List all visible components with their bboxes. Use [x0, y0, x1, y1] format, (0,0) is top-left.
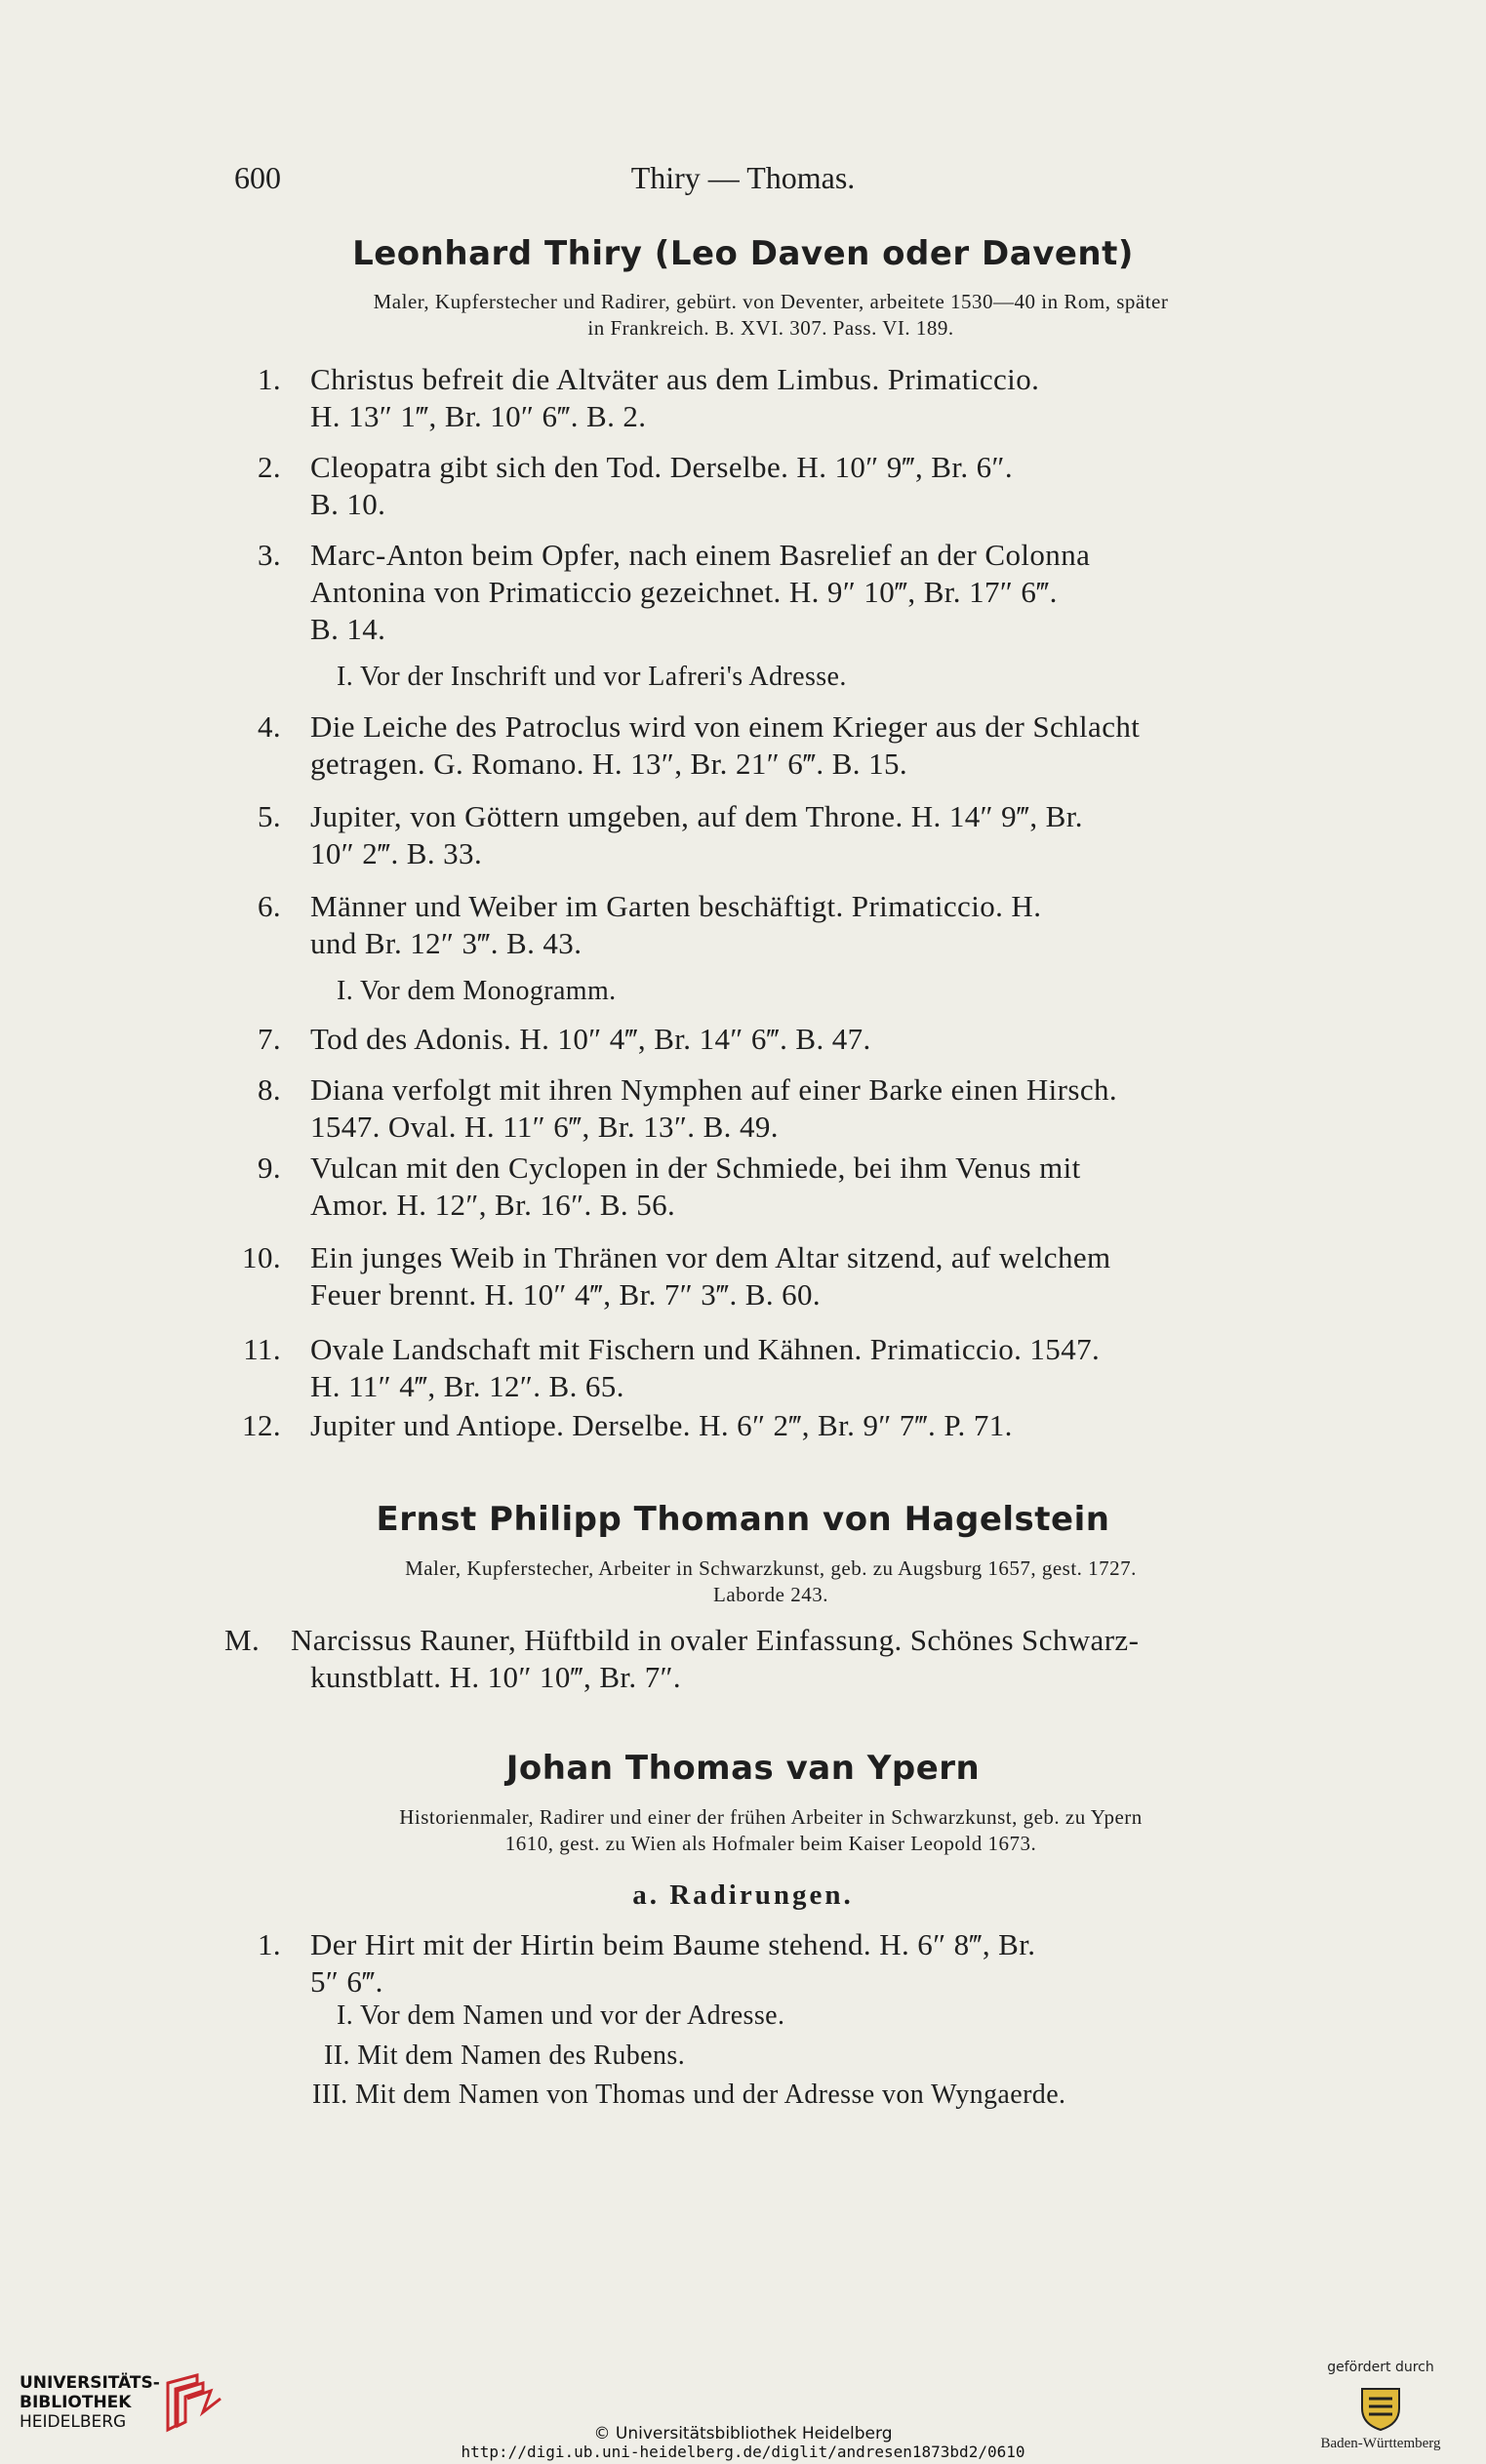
- entry-number: 10.: [242, 1240, 281, 1274]
- subheading-radirungen: a. Radirungen.: [632, 1879, 854, 1911]
- library-line: HEIDELBERG: [20, 2412, 127, 2432]
- state-note: II. Mit dem Namen des Rubens.: [324, 2040, 686, 2071]
- entry-line: Jupiter und Antiope. Derselbe. H. 6″ 2‴, Br. 9″ 7‴. P. 71.: [310, 1408, 1013, 1442]
- entry-text: [310, 537, 1335, 648]
- entry-number: 12.: [242, 1408, 281, 1442]
- entry-text: [310, 1150, 1335, 1224]
- state-note: I. Vor dem Namen und vor der Adresse.: [337, 2000, 785, 2031]
- entry-line: Cleopatra gibt sich den Tod. Derselbe. H. 10″ 9‴, Br. 6″.: [310, 450, 1014, 484]
- entry-number: 4.: [257, 709, 281, 744]
- entry-number: 2.: [257, 450, 281, 484]
- entry-text: [310, 798, 1335, 872]
- entry-number: 1.: [257, 362, 281, 396]
- entry-line: H. 11″ 4‴, Br. 12″. B. 65.: [310, 1369, 624, 1403]
- library-line: BIBLIOTHEK: [20, 2393, 132, 2412]
- bio-line: in Frankreich. B. XVI. 307. Pass. VI. 189.: [587, 316, 954, 340]
- library-name: [20, 2373, 160, 2432]
- entry-line: 10″ 2‴. B. 33.: [310, 836, 483, 870]
- entry-text: [310, 1071, 1335, 1146]
- entry-line: Jupiter, von Göttern umgeben, auf dem Throne. H. 14″ 9‴, Br.: [310, 799, 1083, 833]
- sponsor-label: gefördert durch: [1327, 2360, 1434, 2375]
- entry-line: Feuer brennt. H. 10″ 4‴, Br. 7″ 3‴. B. 60.: [310, 1277, 822, 1312]
- bio-line: Maler, Kupferstecher, Arbeiter in Schwarzkunst, geb. zu Augsburg 1657, gest. 1727.: [405, 1556, 1137, 1580]
- entry-line: 1547. Oval. H. 11″ 6‴, Br. 13″. B. 49.: [310, 1110, 779, 1144]
- entry-number: 5.: [257, 799, 281, 833]
- state-note: III. Mit dem Namen von Thomas und der Adresse von Wyngaerde.: [312, 2080, 1066, 2110]
- running-head: [0, 160, 1486, 203]
- source-url[interactable]: http://digi.ub.uni-heidelberg.de/diglit/andresen1873bd2/0610: [461, 2443, 1025, 2461]
- entry-line: Männer und Weiber im Garten beschäftigt. Primaticcio. H.: [310, 889, 1042, 923]
- entry-line: B. 14.: [310, 612, 386, 646]
- entry-line: Amor. H. 12″, Br. 16″. B. 56.: [310, 1188, 676, 1222]
- section-title-ypern: Johan Thomas van Ypern: [505, 1749, 981, 1788]
- entry-number: 11.: [243, 1332, 281, 1366]
- entry-text: [310, 1239, 1335, 1313]
- entry-line: Die Leiche des Patroclus wird von einem Krieger aus der Schlacht: [310, 709, 1141, 744]
- entry-line: Antonina von Primaticcio gezeichnet. H. 9″ 10‴, Br. 17″ 6‴.: [310, 575, 1058, 609]
- bio-thomann: [224, 1555, 1317, 1608]
- entry-number: 7.: [257, 1022, 281, 1056]
- bio-line: Historienmaler, Radirer und einer der frühen Arbeiter in Schwarzkunst, geb. zu Ypern: [399, 1805, 1143, 1829]
- entry-line: Ovale Landschaft mit Fischern und Kähnen. Primaticcio. 1547.: [310, 1332, 1101, 1366]
- entry-number: 8.: [257, 1072, 281, 1107]
- sponsor-block: [1307, 2360, 1454, 2457]
- entry-text: [291, 1622, 1335, 1696]
- entry-text: [310, 361, 1335, 435]
- entry-line: Ein junges Weib in Thränen vor dem Altar sitzend, auf welchem: [310, 1240, 1111, 1274]
- entry-text: [310, 1926, 1335, 2000]
- bio-thiry: [224, 289, 1317, 342]
- entry-line: Diana verfolgt mit ihren Nymphen auf einer Barke einen Hirsch.: [310, 1072, 1118, 1107]
- entry-line: Der Hirt mit der Hirtin beim Baume stehend. H. 6″ 8‴, Br.: [310, 1927, 1036, 1961]
- page-number: 600: [234, 160, 281, 195]
- entry-text: [310, 708, 1335, 783]
- entry-line: und Br. 12″ 3‴. B. 43.: [310, 926, 582, 960]
- running-title: Thiry — Thomas.: [630, 160, 856, 195]
- entry-number: 3.: [257, 538, 281, 572]
- entry-number: 9.: [257, 1151, 281, 1185]
- section-title-thiry: Leonhard Thiry (Leo Daven oder Davent): [352, 234, 1134, 273]
- entry-line: B. 10.: [310, 487, 386, 521]
- entry-line: Christus befreit die Altväter aus dem Limbus. Primaticcio.: [310, 362, 1040, 396]
- entry-number: M.: [224, 1623, 261, 1657]
- entry-line: Marc-Anton beim Opfer, nach einem Basrelief an der Colonna: [310, 538, 1091, 572]
- section-title-thomann: Ernst Philipp Thomann von Hagelstein: [376, 1500, 1110, 1539]
- entry-line: Tod des Adonis. H. 10″ 4‴, Br. 14″ 6‴. B. 47.: [310, 1022, 871, 1056]
- entry-text: [310, 1021, 1335, 1058]
- coat-of-arms-icon: [1358, 2383, 1403, 2432]
- bio-line: Laborde 243.: [713, 1583, 828, 1606]
- entry-number: 1.: [257, 1927, 281, 1961]
- entry-line: getragen. G. Romano. H. 13″, Br. 21″ 6‴. B. 15.: [310, 747, 908, 781]
- entry-text: [310, 888, 1335, 962]
- bio-ypern: [224, 1804, 1317, 1857]
- entry-line: Narcissus Rauner, Hüftbild in ovaler Einfassung. Schönes Schwarz-: [291, 1623, 1140, 1657]
- library-line: UNIVERSITÄTS-: [20, 2373, 160, 2393]
- bio-line: 1610, gest. zu Wien als Hofmaler beim Kaiser Leopold 1673.: [504, 1832, 1037, 1855]
- entry-text: [310, 1331, 1335, 1405]
- sponsor-name: Baden-Württemberg: [1320, 2436, 1441, 2451]
- entry-line: H. 13″ 1‴, Br. 10″ 6‴. B. 2.: [310, 399, 647, 433]
- entry-line: kunstblatt. H. 10″ 10‴, Br. 7″.: [310, 1660, 682, 1694]
- entry-line: 5″ 6‴.: [310, 1964, 383, 1999]
- copyright-notice: © Universitätsbibliothek Heidelberg: [593, 2424, 893, 2444]
- entry-line: Vulcan mit den Cyclopen in der Schmiede, bei ihm Venus mit: [310, 1151, 1081, 1185]
- entry-number: 6.: [257, 889, 281, 923]
- entry-text: [310, 449, 1335, 523]
- entry-text: [310, 1407, 1335, 1444]
- state-note: I. Vor der Inschrift und vor Lafreri's Adresse.: [337, 662, 847, 692]
- state-note: I. Vor dem Monogramm.: [337, 976, 617, 1006]
- bio-line: Maler, Kupferstecher und Radirer, gebürt. von Deventer, arbeitete 1530—40 in Rom, später: [373, 290, 1169, 313]
